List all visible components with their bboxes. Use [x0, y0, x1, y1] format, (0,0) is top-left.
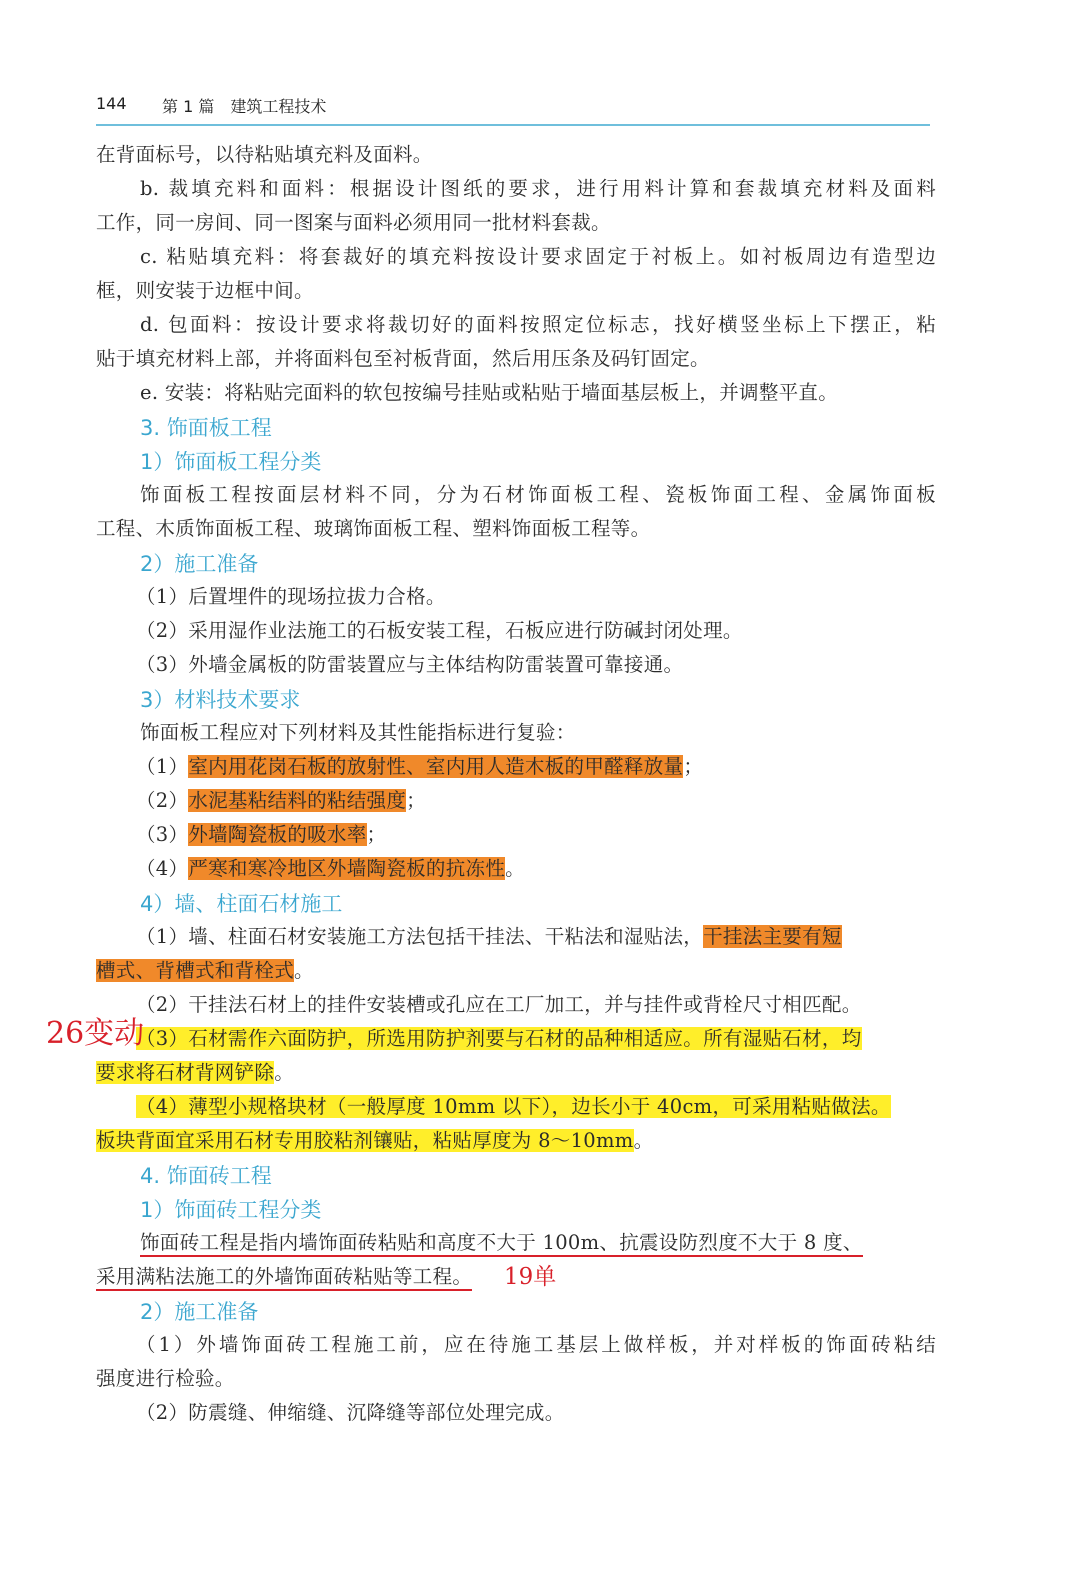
text-line: e. 安装：将粘贴完面料的软包按编号挂贴或粘贴于墙面基层板上，并调整平直。 [140, 381, 839, 404]
text-line: 贴于填充材料上部，并将面料包至衬板背面，然后用压条及码钉固定。 [96, 347, 710, 370]
item-number: （2） [136, 789, 189, 812]
subsection-heading: 2）施工准备 [140, 1300, 259, 1324]
text-line: 在背面标号，以待粘贴填充料及面料。 [96, 143, 433, 166]
text-line: （2）防震缝、伸缩缝、沉降缝等部位处理完成。 [136, 1401, 565, 1424]
orange-highlight: 室内用花岗石板的放射性、室内用人造木板的甲醛释放量 [188, 755, 684, 778]
orange-highlight: 严寒和寒冷地区外墙陶瓷板的抗冻性 [188, 857, 506, 880]
text-line [140, 1230, 936, 1256]
material-item [136, 822, 936, 848]
subsection-heading: 3）材料技术要求 [140, 688, 301, 712]
red-underline: 采用满粘法施工的外墙饰面砖粘贴等工程。 [96, 1265, 472, 1291]
handwritten-annotation: 19单 [504, 1264, 557, 1290]
text-line: b. 裁填充料和面料：根据设计图纸的要求，进行用料计算和套裁填充材料及面料 [140, 177, 936, 200]
item-punct: 。 [505, 857, 525, 880]
subsection-heading: 1）饰面砖工程分类 [140, 1198, 322, 1222]
material-item [136, 754, 936, 780]
section-heading: 4. 饰面砖工程 [140, 1164, 272, 1188]
text-line: （2）采用湿作业法施工的石板安装工程，石板应进行防碱封闭处理。 [136, 619, 743, 642]
chapter-title: 第 1 篇 建筑工程技术 [162, 97, 327, 116]
section-heading: 3. 饰面板工程 [140, 416, 272, 440]
orange-highlight: 槽式、背槽式和背栓式 [96, 959, 295, 982]
orange-highlight: 外墙陶瓷板的吸水率 [188, 823, 367, 846]
material-item [136, 856, 936, 882]
text-run: 。 [294, 959, 314, 982]
subsection-heading: 1）饰面板工程分类 [140, 450, 322, 474]
page-number: 144 [96, 94, 127, 113]
yellow-highlight: 要求将石材背网铲除 [96, 1061, 275, 1084]
red-underline: 饰面砖工程是指内墙饰面砖粘贴和高度不大于 100m、抗震设防烈度不大于 8 度、 [140, 1231, 863, 1257]
item-number: （3） [136, 823, 189, 846]
text-line [136, 1094, 936, 1120]
item-number: （4） [136, 857, 189, 880]
text-line: 工作，同一房间、同一图案与面料必须用同一批材料套裁。 [96, 211, 611, 234]
text-line: 饰面板工程应对下列材料及其性能指标进行复验： [140, 721, 576, 744]
yellow-highlight: 板块背面宜采用石材专用胶粘剂镶贴，粘贴厚度为 8～10mm [96, 1129, 634, 1152]
material-item [136, 788, 936, 814]
text-line: d. 包面料：按设计要求将裁切好的面料按照定位标志，找好横竖坐标上下摆正，粘 [140, 313, 936, 336]
text-run: 。 [274, 1061, 295, 1084]
text-line: 框，则安装于边框中间。 [96, 279, 314, 302]
text-line [96, 1128, 936, 1154]
text-line: 工程、木质饰面板工程、玻璃饰面板工程、塑料饰面板工程等。 [96, 517, 651, 540]
text-line [136, 924, 936, 950]
text-line: c. 粘贴填充料：将套裁好的填充料按设计要求固定于衬板上。如衬板周边有造型边 [140, 245, 936, 268]
text-run: （1）墙、柱面石材安装施工方法包括干挂法、干粘法和湿贴法， [136, 925, 704, 948]
text-line [96, 958, 936, 984]
text-line: （1）后置埋件的现场拉拔力合格。 [136, 585, 446, 608]
item-punct: ； [406, 789, 426, 812]
yellow-highlight: （4）薄型小规格块材（一般厚度 10mm 以下），边长小于 40cm，可采用粘贴做法。 [136, 1095, 891, 1118]
text-line: （2）干挂法石材上的挂件安装槽或孔应在工厂加工，并与挂件或背栓尺寸相匹配。 [136, 993, 862, 1016]
text-run: 。 [633, 1129, 654, 1152]
handwritten-annotation: 26变动 [46, 1016, 145, 1051]
item-number: （1） [136, 755, 189, 778]
yellow-highlight: （3）石材需作六面防护，所选用防护剂要与石材的品种相适应。所有湿贴石材，均 [136, 1027, 862, 1050]
text-line [96, 1060, 936, 1086]
subsection-heading: 2）施工准备 [140, 552, 259, 576]
orange-highlight: 水泥基粘结料的粘结强度 [188, 789, 407, 812]
text-line [136, 1026, 936, 1052]
text-line: （1）外墙饰面砖工程施工前，应在待施工基层上做样板，并对样板的饰面砖粘结 [136, 1333, 936, 1356]
text-line: 饰面板工程按面层材料不同，分为石材饰面板工程、瓷板饰面工程、金属饰面板 [140, 483, 936, 506]
text-line: 强度进行检验。 [96, 1367, 235, 1390]
page-header [96, 94, 930, 120]
header-rule [96, 124, 930, 126]
subsection-heading: 4）墙、柱面石材施工 [140, 892, 343, 916]
text-line: （3）外墙金属板的防雷装置应与主体结构防雷装置可靠接通。 [136, 653, 684, 676]
item-punct: ； [366, 823, 387, 846]
item-punct: ； [683, 755, 704, 778]
orange-highlight: 干挂法主要有短 [703, 925, 842, 948]
